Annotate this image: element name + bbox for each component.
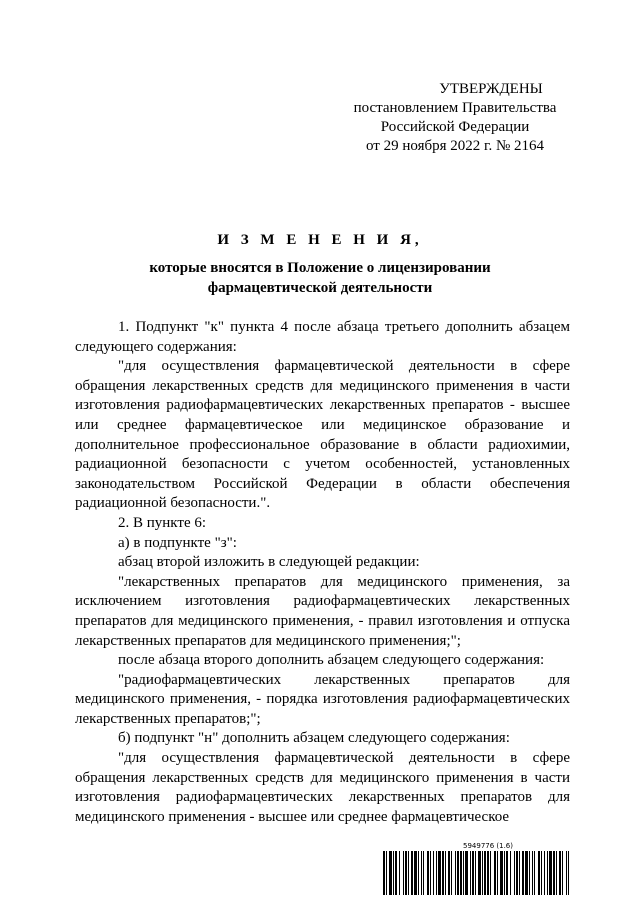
barcode-bar bbox=[504, 851, 505, 895]
barcode-bar bbox=[487, 851, 489, 895]
barcode-bar bbox=[470, 851, 471, 895]
barcode-bar bbox=[405, 851, 407, 895]
paragraph: абзац второй изложить в следующей редакции: bbox=[118, 554, 420, 571]
barcode-bar bbox=[472, 851, 474, 895]
barcode-bar bbox=[568, 851, 569, 895]
barcode-bar bbox=[482, 851, 483, 895]
subtitle-line: которые вносятся в Положение о лицензировании bbox=[149, 260, 491, 276]
paragraph: а) в подпункте "з": bbox=[118, 534, 237, 551]
barcode-bar bbox=[510, 851, 511, 895]
barcode-label: 5949776 (1.6) bbox=[463, 842, 513, 850]
barcode-bar bbox=[544, 851, 545, 895]
barcode-bar bbox=[442, 851, 444, 895]
paragraph: б) подпункт "н" дополнить абзацем следующего содержания: bbox=[118, 730, 510, 747]
barcode-bar bbox=[556, 851, 557, 895]
document-title: И З М Е Н Е Н И Я, bbox=[217, 232, 423, 248]
barcode-bar bbox=[506, 851, 508, 895]
paragraph: "лекарственных препаратов для медицинского применения, за исключением изготовления радиофармацевтических лекарственных препаратов для медицинского применения, - правил изготовления и отпуска лекарственных препаратов для медицинского применения;"; bbox=[75, 573, 570, 649]
barcode-bar bbox=[436, 851, 437, 895]
paragraph: 1. Подпункт "к" пункта 4 после абзаца третьего дополнить абзацем следующего содержания: bbox=[75, 319, 570, 355]
barcode-bar bbox=[559, 851, 561, 895]
barcode-bar bbox=[478, 851, 481, 895]
barcode-bar bbox=[386, 851, 387, 895]
barcode-bar bbox=[445, 851, 446, 895]
barcode-bar bbox=[541, 851, 542, 895]
barcode-bar bbox=[484, 851, 486, 895]
barcode-bar bbox=[463, 851, 464, 895]
barcode-bar bbox=[418, 851, 419, 895]
approval-title: УТВЕРЖДЕНЫ bbox=[439, 81, 543, 97]
document-subtitle bbox=[0, 258, 640, 298]
barcode-bar bbox=[393, 851, 394, 895]
barcode-bar bbox=[460, 851, 462, 895]
barcode-bar bbox=[490, 851, 491, 895]
paragraph: "для осуществления фармацевтической деятельности в сфере обращения лекарственных средств для медицинского применения в части изготовления радиофармацевтических лекарственных препаратов для медицинского применения - высшее или среднее фармацевтическое bbox=[75, 750, 570, 825]
barcode-bar bbox=[529, 851, 530, 895]
barcode-bar bbox=[423, 851, 424, 895]
barcode-bar bbox=[516, 851, 518, 895]
barcode-bar bbox=[455, 851, 456, 895]
approval-line: от 29 ноября 2022 г. № 2164 bbox=[365, 138, 545, 154]
barcode-image bbox=[383, 851, 569, 895]
barcode-bar bbox=[448, 851, 450, 895]
barcode-bar bbox=[421, 851, 422, 895]
barcode-bar bbox=[399, 851, 400, 895]
barcode-bar bbox=[383, 851, 385, 895]
barcode-bar bbox=[532, 851, 533, 895]
barcode-bar bbox=[438, 851, 441, 895]
barcode-bar bbox=[451, 851, 452, 895]
barcode-bar bbox=[566, 851, 567, 895]
barcode-bar bbox=[494, 851, 496, 895]
barcode-bar bbox=[547, 851, 548, 895]
approval-block bbox=[320, 80, 590, 156]
barcode-bar bbox=[562, 851, 563, 895]
barcode-bar bbox=[534, 851, 535, 895]
paragraph: "радиофармацевтических лекарственных препаратов для медицинского применения, - порядка изготовления радиофармацевтических лекарственных препаратов;"; bbox=[75, 671, 570, 727]
barcode-bar bbox=[538, 851, 540, 895]
barcode-bar bbox=[411, 851, 413, 895]
barcode-bar bbox=[519, 851, 520, 895]
barcode-bar bbox=[430, 851, 431, 895]
barcode-bar bbox=[549, 851, 552, 895]
barcode-bar bbox=[475, 851, 476, 895]
paragraph: 2. В пункте 6: bbox=[118, 514, 207, 531]
barcode-bar bbox=[414, 851, 417, 895]
barcode-bar bbox=[457, 851, 459, 895]
paragraph: "для осуществления фармацевтической деятельности в сфере обращения лекарственных средств для медицинского применения в части изготовления радиофармацевтических лекарственных препаратов - высшее или среднее фармацевтическое или медицинское образование и дополнительное профессиональное образование в области радиохимии, радиационной безопасности с учетом особенностей, установленных законодательством Российской Федерации в области обеспечения радиационной безопасности.". bbox=[75, 358, 570, 512]
approval-line: постановлением Правительства bbox=[353, 100, 557, 116]
subtitle-line: фармацевтической деятельности bbox=[207, 280, 433, 296]
barcode-bar bbox=[525, 851, 528, 895]
barcode-bar bbox=[553, 851, 555, 895]
barcode-bar bbox=[522, 851, 524, 895]
barcode-bar bbox=[427, 851, 429, 895]
barcode-bar bbox=[497, 851, 498, 895]
barcode-block bbox=[383, 842, 569, 894]
barcode-bar bbox=[403, 851, 404, 895]
approval-line: Российской Федерации bbox=[380, 119, 530, 135]
barcode-bar bbox=[500, 851, 503, 895]
paragraph: после абзаца второго дополнить абзацем следующего содержания: bbox=[118, 652, 545, 669]
barcode-bar bbox=[389, 851, 392, 895]
barcode-bar bbox=[408, 851, 409, 895]
barcode-bar bbox=[514, 851, 515, 895]
barcode-bar bbox=[395, 851, 397, 895]
document-body bbox=[75, 318, 570, 827]
barcode-bar bbox=[465, 851, 468, 895]
barcode-bar bbox=[433, 851, 434, 895]
